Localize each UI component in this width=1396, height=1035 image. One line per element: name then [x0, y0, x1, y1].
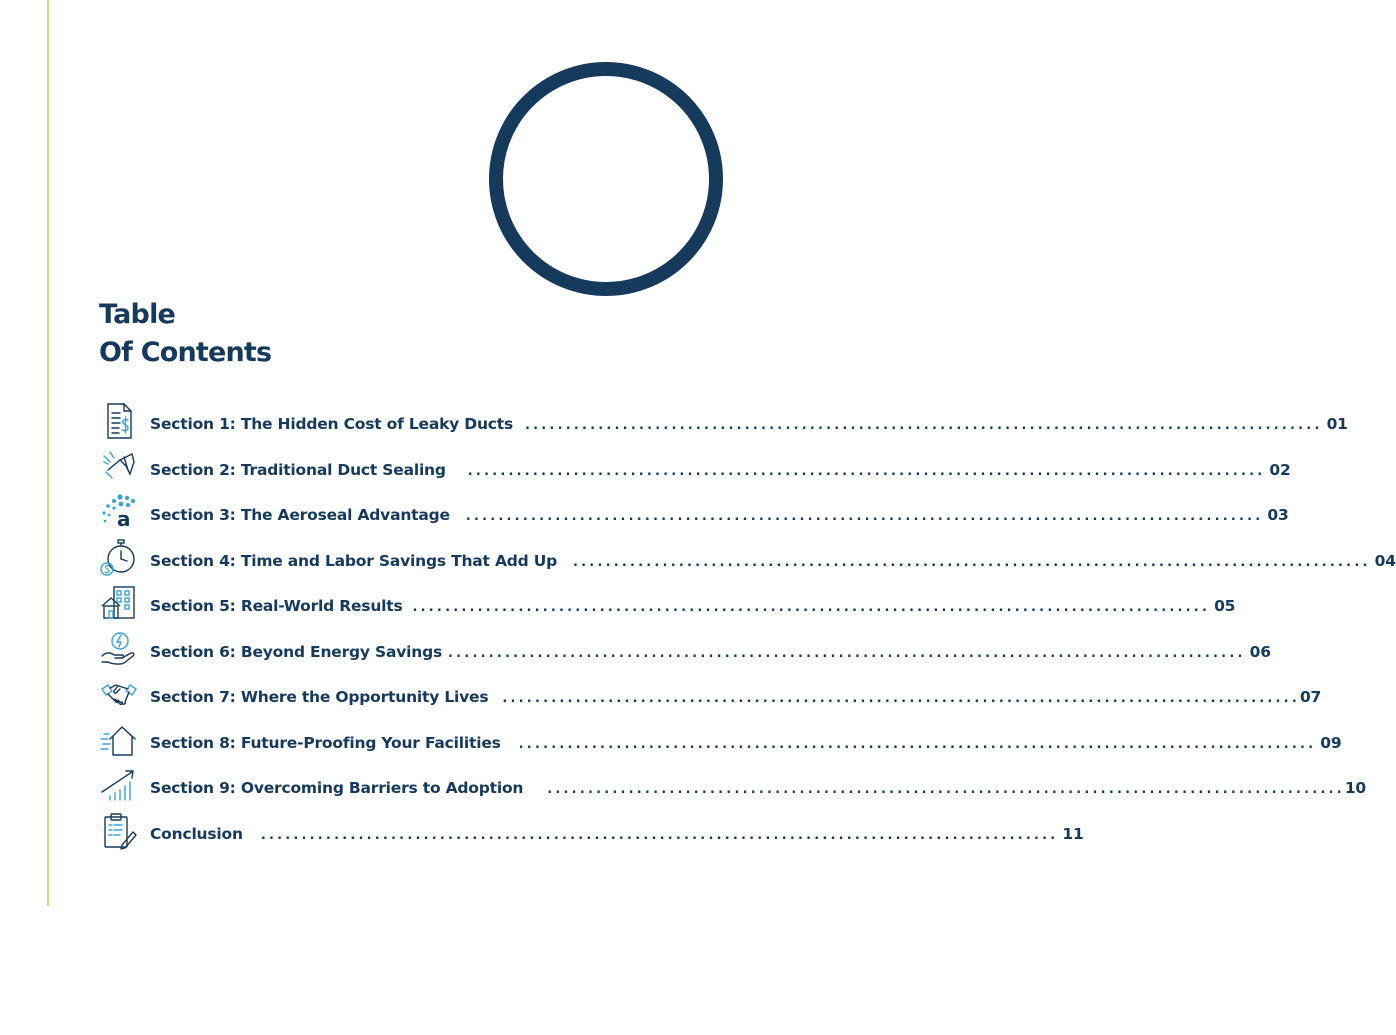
toc-leader-dots: ..................................................................................................: [260, 827, 1059, 843]
toc-entry-section-2[interactable]: [100, 448, 1291, 494]
toc-label: Section 9: Overcoming Barriers to Adoption: [150, 779, 524, 797]
toc-page-number: 01: [1326, 415, 1348, 433]
toc-page-number: 04: [1374, 551, 1396, 570]
page-title-line-2: Of Contents: [99, 337, 272, 368]
toc-label: Section 8: Future-Proofing Your Facilities: [150, 733, 501, 752]
toc-page-number: 07: [1299, 688, 1322, 706]
hand-energy-icon: [100, 630, 138, 668]
toc-entry-section-5[interactable]: [100, 584, 1236, 630]
toc-leader-dots: ..................................................................................................: [412, 600, 1211, 615]
toc-entry-section-4[interactable]: [100, 539, 1396, 585]
toc-entry-section-8[interactable]: [100, 721, 1342, 767]
buildings-icon: [100, 584, 138, 622]
clipboard-pen-icon: [100, 812, 138, 850]
svg-text:a: a: [117, 507, 131, 531]
toc-label: Section 7: Where the Opportunity Lives: [150, 688, 489, 706]
toc-page-number: 06: [1249, 642, 1271, 661]
toc-page-number: 03: [1267, 506, 1289, 524]
toc-label: Section 1: The Hidden Cost of Leaky Ducts: [150, 415, 514, 433]
toc-page-number: 02: [1269, 460, 1291, 479]
toc-leader-dots: ..................................................................................................: [467, 463, 1266, 479]
toc-leader-dots: ..................................................................................................: [525, 418, 1323, 433]
toc-page-number: 10: [1344, 779, 1367, 797]
toc-leader-dots: ..................................................................................................: [465, 509, 1264, 524]
toc-label: Section 4: Time and Labor Savings That Add Up: [150, 551, 558, 570]
toc-page-number: 05: [1214, 597, 1236, 615]
aeroseal-logo-icon: [100, 493, 138, 531]
handshake-icon: [100, 675, 138, 713]
toc-entry-section-7[interactable]: [100, 675, 1322, 721]
table-of-contents: [100, 402, 1396, 857]
page-title: [99, 296, 271, 372]
page-title-line-1: Table: [99, 299, 176, 330]
toc-entry-conclusion[interactable]: [100, 812, 1084, 858]
decorative-ring: [489, 62, 723, 296]
accent-vertical-line: [47, 0, 49, 906]
toc-page-number: 11: [1062, 824, 1084, 843]
toc-entry-section-9[interactable]: [100, 766, 1367, 812]
toc-label: Section 6: Beyond Energy Savings: [150, 642, 443, 661]
toc-leader-dots: ..................................................................................................: [448, 645, 1246, 661]
growth-chart-icon: [100, 766, 138, 804]
toc-page-number: 09: [1320, 733, 1342, 752]
invoice-dollar-icon: [100, 402, 138, 440]
stopwatch-dollar-icon: [100, 539, 138, 577]
toc-entry-section-6[interactable]: [100, 630, 1271, 676]
duct-tape-icon: [100, 448, 138, 486]
toc-entry-section-3[interactable]: [100, 493, 1289, 539]
toc-leader-dots: ..................................................................................................: [518, 736, 1317, 752]
toc-label: Conclusion: [150, 824, 243, 843]
toc-label: Section 5: Real-World Results: [150, 597, 403, 615]
toc-leader-dots: ..................................................................................................: [547, 782, 1345, 797]
house-airflow-icon: [100, 721, 138, 759]
toc-entry-section-1[interactable]: [100, 402, 1348, 448]
toc-leader-dots: ..................................................................................................: [502, 691, 1300, 706]
toc-label: Section 3: The Aeroseal Advantage: [150, 506, 450, 524]
toc-leader-dots: ..................................................................................................: [573, 554, 1371, 570]
toc-label: Section 2: Traditional Duct Sealing: [150, 460, 446, 479]
